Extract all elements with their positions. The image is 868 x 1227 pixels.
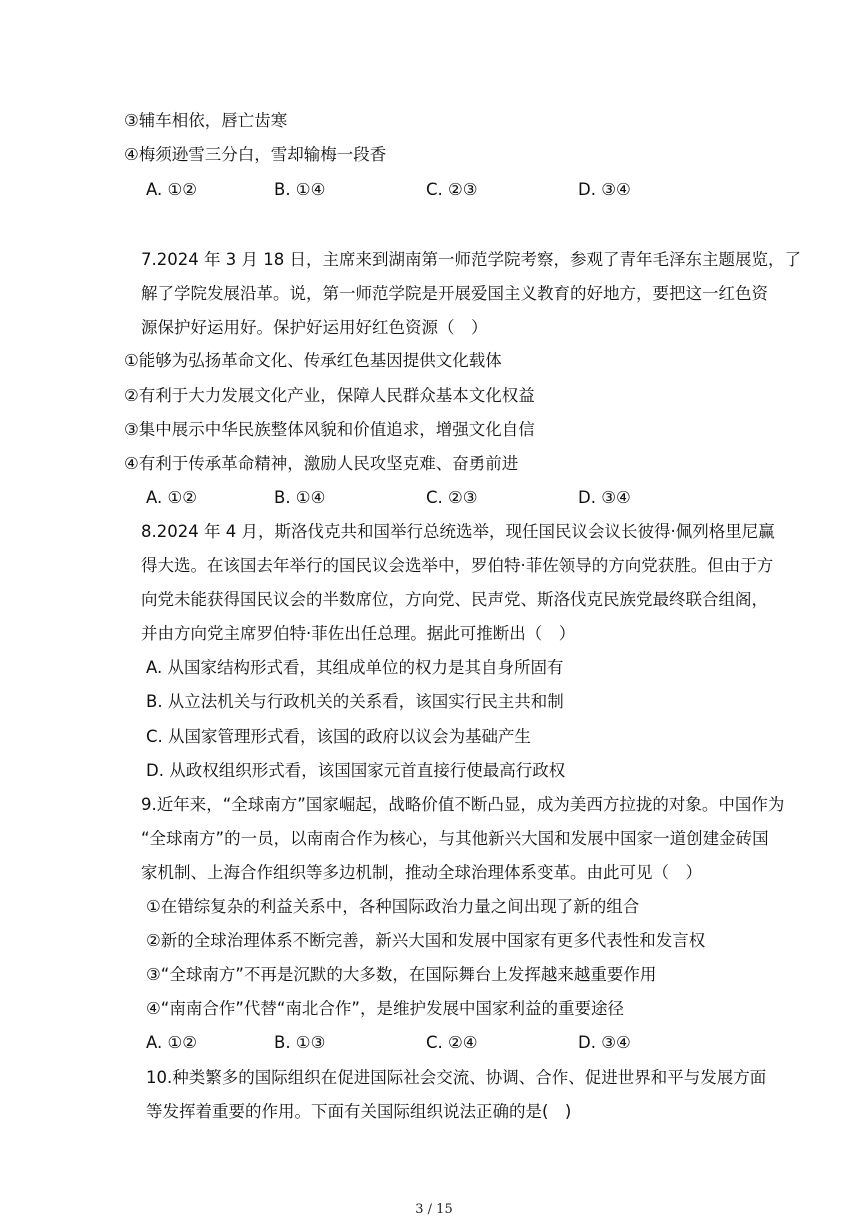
q9-item-4: ④“南南合作”代替“南北合作”，是维护发展中国家利益的重要途径: [146, 999, 624, 1018]
q7-stem-line-1: 7.2024 年 3 月 18 日，主席来到湖南第一师范学院考察，参观了青年毛泽东主题展览，了: [141, 250, 801, 269]
page-number: 3 / 15: [415, 1202, 453, 1217]
q8-stem-line-1: 8.2024 年 4 月，斯洛伐克共和国举行总统选举，现任国民议会议长彼得·佩列格里尼赢: [141, 522, 775, 541]
q9-stem-line-3: 家机制、上海合作组织等多边机制，推动全球治理体系变革。由此可见（ ）: [141, 863, 702, 882]
q8-stem-line-3: 向党未能获得国民议会的半数席位，方向党、民声党、斯洛伐克民族党最终联合组阁，: [141, 590, 768, 609]
q10-stem-line-1: 10.种类繁多的国际组织在促进国际社会交流、协调、合作、促进世界和平与发展方面: [146, 1068, 767, 1087]
q6-option-c: C. ②③: [426, 180, 478, 199]
q6-item-3: ③辅车相依，唇亡齿寒: [124, 111, 288, 130]
q6-option-d: D. ③④: [578, 180, 631, 199]
q6-option-a: A. ①②: [146, 180, 198, 199]
q8-option-a: A. 从国家结构形式看，其组成单位的权力是其自身所固有: [146, 658, 564, 677]
q9-stem-line-1: 9.近年来，“全球南方”国家崛起，战略价值不断凸显，成为美西方拉拢的对象。中国作为: [141, 795, 785, 814]
q7-stem-line-3: 源保护好运用好。保护好运用好红色资源（ ）: [141, 318, 488, 337]
q9-item-2: ②新的全球治理体系不断完善，新兴大国和发展中国家有更多代表性和发言权: [146, 931, 706, 950]
q9-item-3: ③“全球南方”不再是沉默的大多数，在国际舞台上发挥越来越重要作用: [146, 965, 657, 984]
q7-item-2: ②有利于大力发展文化产业，保障人民群众基本文化权益: [124, 386, 535, 405]
q9-option-b: B. ①③: [274, 1033, 326, 1052]
q6-item-4: ④梅须逊雪三分白，雪却输梅一段香: [124, 145, 387, 164]
q7-option-d: D. ③④: [578, 488, 631, 507]
q7-option-b: B. ①④: [274, 488, 326, 507]
q9-option-d: D. ③④: [578, 1033, 631, 1052]
q9-option-a: A. ①②: [146, 1033, 198, 1052]
q6-option-b: B. ①④: [274, 180, 326, 199]
q7-option-c: C. ②③: [426, 488, 478, 507]
q9-item-1: ①在错综复杂的利益关系中，各种国际政治力量之间出现了新的组合: [146, 897, 640, 916]
q7-item-3: ③集中展示中华民族整体风貌和价值追求，增强文化自信: [124, 420, 535, 439]
q8-option-d: D. 从政权组织形式看，该国国家元首直接行使最高行政权: [146, 761, 566, 780]
q7-item-4: ④有利于传承革命精神，激励人民攻坚克难、奋勇前进: [124, 454, 519, 473]
q8-option-b: B. 从立法机关与行政机关的关系看，该国实行民主共和制: [146, 692, 564, 711]
q9-stem-line-2: “全球南方”的一员，以南南合作为核心，与其他新兴大国和发展中国家一道创建金砖国: [141, 829, 769, 848]
q8-stem-line-4: 并由方向党主席罗伯特·菲佐出任总理。据此可推断出（ ）: [141, 624, 576, 643]
q7-option-a: A. ①②: [146, 488, 198, 507]
q7-item-1: ①能够为弘扬革命文化、传承红色基因提供文化载体: [124, 351, 502, 370]
q10-stem-line-2: 等发挥着重要的作用。下面有关国际组织说法正确的是( ): [146, 1102, 572, 1121]
q9-option-c: C. ②④: [426, 1033, 478, 1052]
q8-stem-line-2: 得大选。在该国去年举行的国民议会选举中，罗伯特·菲佐领导的方向党获胜。但由于方: [141, 556, 774, 575]
q8-option-c: C. 从国家管理形式看，该国的政府以议会为基础产生: [146, 727, 532, 746]
q7-stem-line-2: 解了学院发展沿革。说，第一师范学院是开展爱国主义教育的好地方，要把这一红色资: [141, 284, 768, 303]
